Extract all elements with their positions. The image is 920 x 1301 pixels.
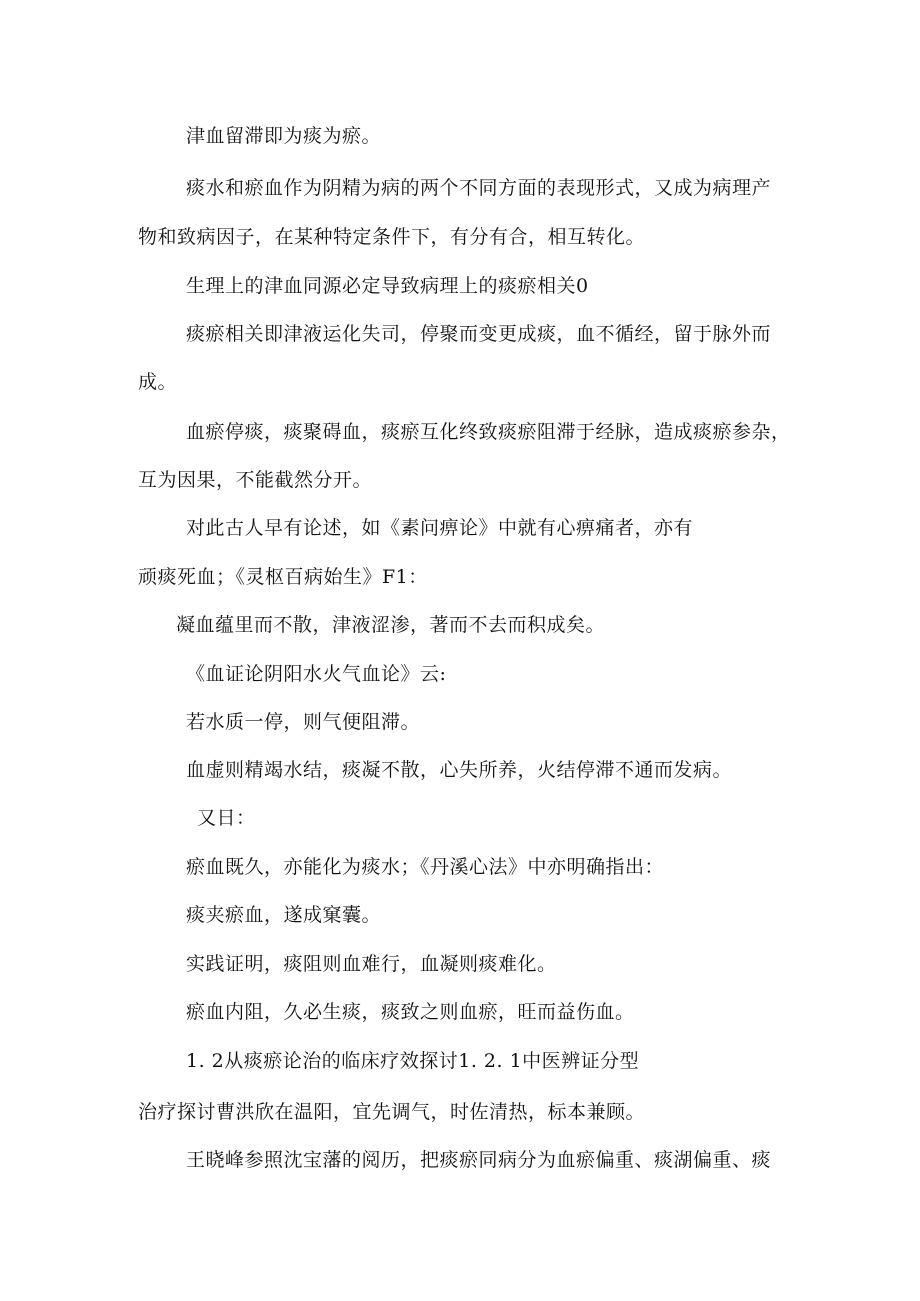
text-line-8: 互为因果，不能截然分开。 [138,469,373,491]
text-line-2: 痰水和瘀血作为阴精为病的两个不同方面的表现形式，又成为病理产 [186,177,772,199]
text-line-6: 成。 [138,371,178,393]
text-line-14: 血虚则精竭水结，痰凝不散，心失所养，火结停滞不通而发病。 [186,759,733,781]
text-line-22: 王晓峰参照沈宝藩的阅历，把痰瘀同病分为血瘀偏重、痰湖偏重、痰 [186,1149,772,1171]
text-line-15: 又日： [197,807,256,829]
text-line-5: 痰瘀相关即津液运化失司，停聚而变更成痰，血不循经，留于脉外而 [186,323,772,345]
text-line-12: 《血证论阴阳水火气血论》云: [186,663,447,685]
text-line-9: 对此古人早有论述，如《素问痹论》中就有心痹痛者，亦有 [186,517,694,539]
text-line-4: 生理上的津血同源必定导致病理上的痰瘀相关0 [186,275,589,297]
section-heading: 1. 2从痰瘀论治的临床疗效探讨1. 2. 1中医辨证分型 [186,1050,640,1072]
text-line-10: 顽痰死血；《灵枢百病始生》F1： [138,566,428,588]
text-line-19: 瘀血内阻，久必生痰，痰致之则血瘀，旺而益伤血。 [186,1001,635,1023]
text-line-13: 若水质一停，则气便阻滞。 [186,711,421,733]
text-line-17: 痰夹瘀血，遂成窠囊。 [186,904,382,926]
text-line-21: 治疗探讨曹洪欣在温阳，宜先调气，时佐清热，标本兼顾。 [138,1101,646,1123]
text-line-11: 凝血蕴里而不散，津液涩渗，著而不去而积成矣。 [176,614,606,636]
text-line-16: 瘀血既久，亦能化为痰水；《丹溪心法》中亦明确指出： [186,856,665,878]
text-line-1: 津血留滞即为痰为瘀。 [186,125,382,147]
text-line-7: 血瘀停痰，痰聚碍血，痰瘀互化终致痰瘀阻滞于经脉，造成痰瘀参杂， [186,421,791,443]
text-line-3: 物和致病因子，在某种特定条件下，有分有合，相互转化。 [138,226,646,248]
text-line-18: 实践证明，痰阻则血难行，血凝则痰难化。 [186,953,557,975]
